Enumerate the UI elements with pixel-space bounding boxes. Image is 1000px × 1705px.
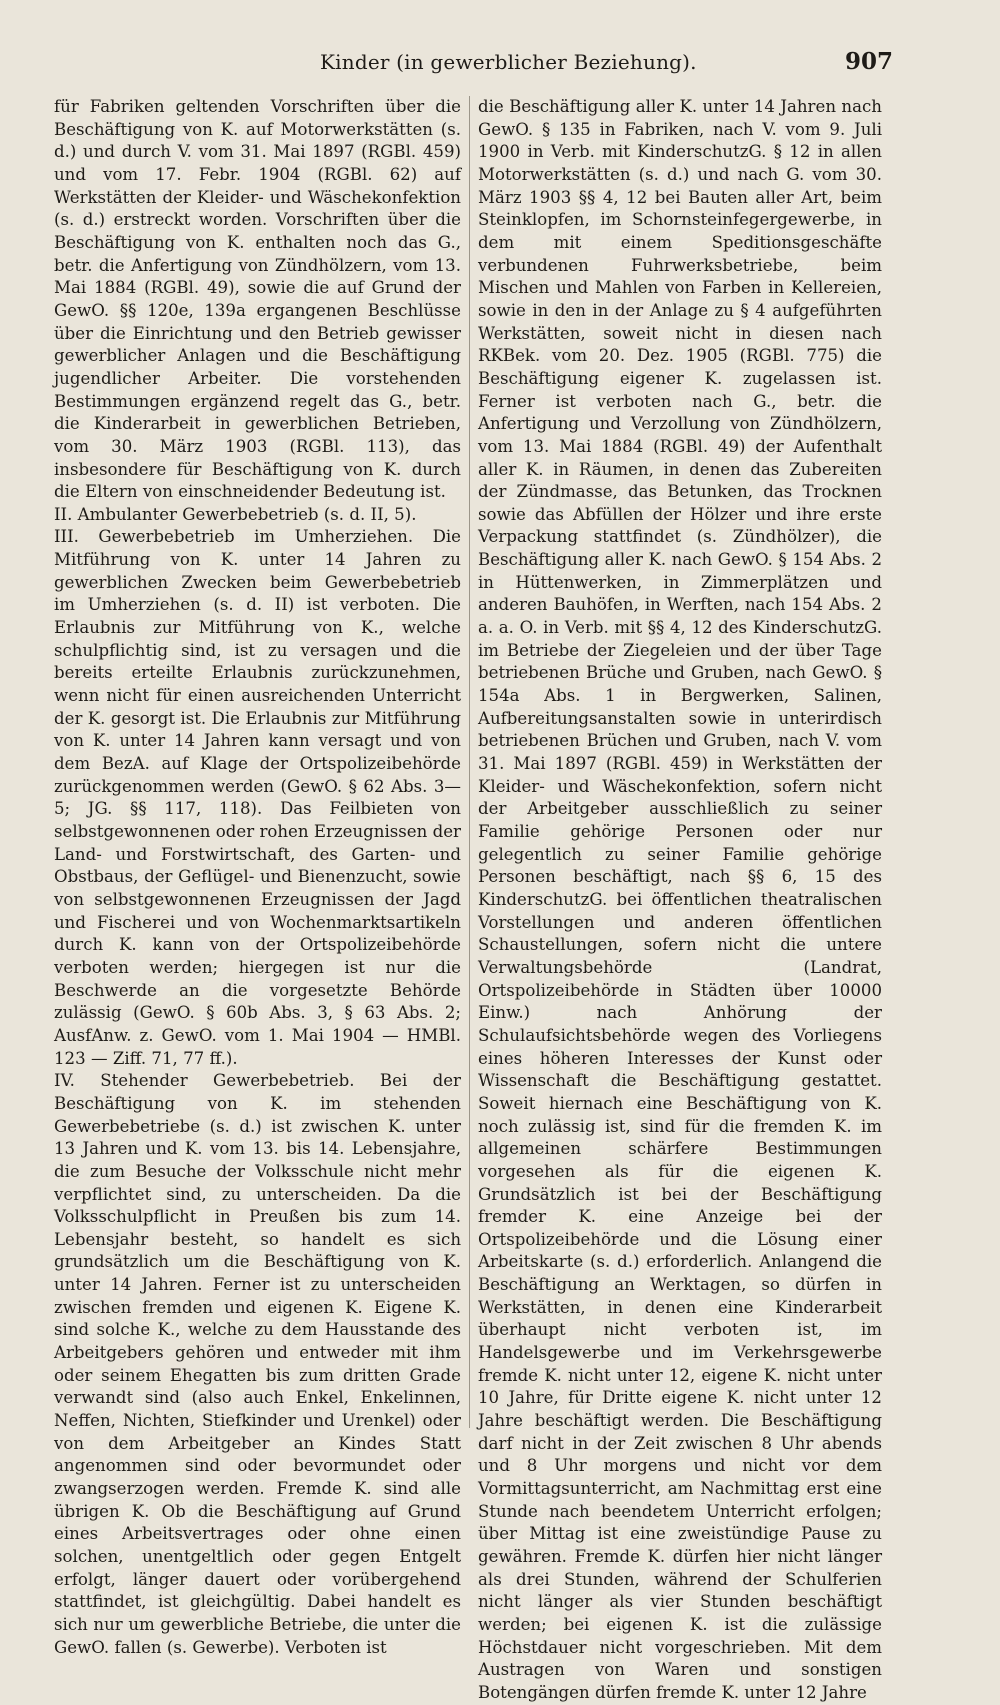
page-title: Kinder (in gewerblicher Beziehung). [320,50,697,74]
left-paragraph-4: IV. Stehender Gewerbebetrieb. Bei der Beschäftigung von K. im stehenden Gewerbebetriebe (s. d.) ist zwischen K. unter 13 Jahren und K. vom 13. bis 14. Lebensjahre, die zum Besuche der Volksschule nicht mehr verpflichtet sind, zu unterscheiden. Da die Volksschulpflicht in Preußen bis zum 14. Lebensjahr besteht, so handelt es sich grundsätzlich um die Beschäftigung von K. unter 14 Jahren. Ferner ist zu unterscheiden zwischen fremden und eigenen K. Eigene K. sind solche K., welche zu dem Hausstande des Arbeitgebers gehören und entweder mit ihm oder seinem Ehegatten bis zum dritten Grade verwandt sind (also auch Enkel, Enkelinnen, Neffen, Nichten, Stiefkinder und Urenkel) oder von dem Arbeitgeber an Kindes Statt angenommen sind oder bevormundet oder zwangserzogen werden. Fremde K. sind alle übrigen K. Ob die Beschäftigung auf Grund eines Arbeitsvertrages oder ohne einen solchen, unentgeltlich oder gegen Entgelt erfolgt, länger dauert oder vorübergehend stattfindet, ist gleichgültig. Dabei handelt es sich nur um gewerbliche Betriebe, die unter die GewO. fallen (s. Gewerbe). Verboten ist [54,1071,461,1657]
left-paragraph-3: III. Gewerbebetrieb im Umherziehen. Die Mitführung von K. unter 14 Jahren zu gewerblichen Zwecken beim Gewerbebetrieb im Umherziehen (s. d. II) ist verboten. Die Erlaubnis zur Mitführung von K., welche schulpflichtig sind, ist zu versagen und die bereits erteilte Erlaubnis zurückzunehmen, wenn nicht für einen ausreichenden Unterricht der K. gesorgt ist. Die Erlaubnis zur Mitführung von K. unter 14 Jahren kann versagt und von dem BezA. auf Klage der Ortspolizeibehörde zurückgenommen werden (GewO. § 62 Abs. 3—5; JG. §§ 117, 118). Das Feilbieten von selbstgewonnenen oder rohen Erzeugnissen der Land- und Forstwirtschaft, des Garten- und Obstbaus, der Geflügel- und Bienenzucht, sowie von selbstgewonnenen Erzeugnissen der Jagd und Fischerei und von Wochenmarktsartikeln durch K. kann von der Ortspolizeibehörde verboten werden; hiergegen ist nur die Beschwerde an die vorgesetzte Behörde zulässig (GewO. § 60b Abs. 3, § 63 Abs. 2; AusfAnw. z. GewO. vom 1. Mai 1904 — HMBl. 123 — Ziff. 71, 77 ff.). [54,527,461,1068]
right-column [478,96,882,1705]
running-header [0,50,1000,82]
page-number: 907 [845,48,894,75]
left-paragraph-2: II. Ambulanter Gewerbebetrieb (s. d. II, 5). [54,504,417,524]
column-divider [469,96,470,1428]
left-paragraph-1: für Fabriken geltenden Vorschriften über die Beschäftigung von K. auf Motorwerkstätten (s. d.) und durch V. vom 31. Mai 1897 (RGBl. 459) und vom 17. Febr. 1904 (RGBl. 62) auf Werkstätten der Kleider- und Wäschekonfektion (s. d.) erstreckt worden. Vorschriften über die Beschäftigung von K. enthalten noch das G., betr. die Anfertigung von Zündhölzern, vom 13. Mai 1884 (RGBl. 49), sowie die auf Grund der GewO. §§ 120e, 139a ergangenen Beschlüsse über die Einrichtung und den Betrieb gewisser gewerblicher Anlagen und die Beschäftigung jugendlicher Arbeiter. Die vorstehenden Bestimmungen ergänzend regelt das G., betr. die Kinderarbeit in gewerblichen Betrieben, vom 30. März 1903 (RGBl. 113), das insbesondere für Beschäftigung von K. durch die Eltern von einschneidender Bedeutung ist. [54,97,461,502]
right-paragraph-1: die Beschäftigung aller K. unter 14 Jahren nach GewO. § 135 in Fabriken, nach V. vom 9. Juli 1900 in Verb. mit KinderschutzG. § 12 in allen Motorwerkstätten (s. d.) und nach G. vom 30. März 1903 §§ 4, 12 bei Bauten aller Art, beim Steinklopfen, im Schornsteinfegergewerbe, in dem mit einem Speditionsgeschäfte verbundenen Fuhrwerksbetriebe, beim Mischen und Mahlen von Farben in Kellereien, sowie in den in der Anlage zu § 4 aufgeführten Werkstätten, soweit nicht in diesen nach RKBek. vom 20. Dez. 1905 (RGBl. 775) die Beschäftigung eigener K. zugelassen ist. Ferner ist verboten nach G., betr. die Anfertigung und Verzollung von Zündhölzern, vom 13. Mai 1884 (RGBl. 49) der Aufenthalt aller K. in Räumen, in denen das Zubereiten der Zündmasse, das Betunken, das Trocknen sowie das Abfüllen der Hölzer und ihre erste Verpackung stattfindet (s. Zündhölzer), die Beschäftigung aller K. nach GewO. § 154 Abs. 2 in Hüttenwerken, in Zimmerplätzen und anderen Bauhöfen, in Werften, nach 154 Abs. 2 a. a. O. in Verb. mit §§ 4, 12 des KinderschutzG. im Betriebe der Ziegeleien und der über Tage betriebenen Brüche und Gruben, nach GewO. § 154a Abs. 1 in Bergwerken, Salinen, Aufbereitungsanstalten sowie in unterirdisch betriebenen Brüchen und Gruben, nach V. vom 31. Mai 1897 (RGBl. 459) in Werkstätten der Kleider- und Wäschekonfektion, sofern nicht der Arbeitgeber ausschließlich zu seiner Familie gehörige Personen oder nur gelegentlich zu seiner Familie gehörige Personen beschäftigt, nach §§ 6, 15 des KinderschutzG. bei öffentlichen theatralischen Vorstellungen und anderen öffentlichen Schaustellungen, sofern nicht die untere Verwaltungsbehörde (Landrat, Ortspolizeibehörde in Städten über 10000 Einw.) nach Anhörung der Schulaufsichtsbehörde wegen des Vorliegens eines höheren Interesses der Kunst oder Wissenschaft die Beschäftigung gestattet. Soweit hiernach eine Beschäftigung von K. noch zulässig ist, sind für die fremden K. im allgemeinen schärfere Bestimmungen vorgesehen als für die eigenen K. Grundsätzlich ist bei der Beschäftigung fremder K. eine Anzeige bei der Ortspolizeibehörde und die Lösung einer Arbeitskarte (s. d.) erforderlich. Anlangend die Beschäftigung an Werktagen, so dürfen in Werkstätten, in denen eine Kinderarbeit überhaupt nicht verboten ist, im Handelsgewerbe und im Verkehrsgewerbe fremde K. nicht unter 12, eigene K. nicht unter 10 Jahre, für Dritte eigene K. nicht unter 12 Jahre beschäftigt werden. Die Beschäftigung darf nicht in der Zeit zwischen 8 Uhr abends und 8 Uhr morgens und nicht vor dem Vormittagsunterricht, am Nachmittag erst eine Stunde nach beendetem Unterricht erfolgen; über Mittag ist eine zweistündige Pause zu gewähren. Fremde K. dürfen hier nicht länger als drei Stunden, während der Schulferien nicht länger als vier Stunden beschäftigt werden; bei eigenen K. ist die zulässige Höchstdauer nicht vorgeschrieben. Mit dem Austragen von Waren und sonstigen Botengängen dürfen fremde K. unter 12 Jahre [478,97,882,1702]
left-column [54,96,461,1659]
